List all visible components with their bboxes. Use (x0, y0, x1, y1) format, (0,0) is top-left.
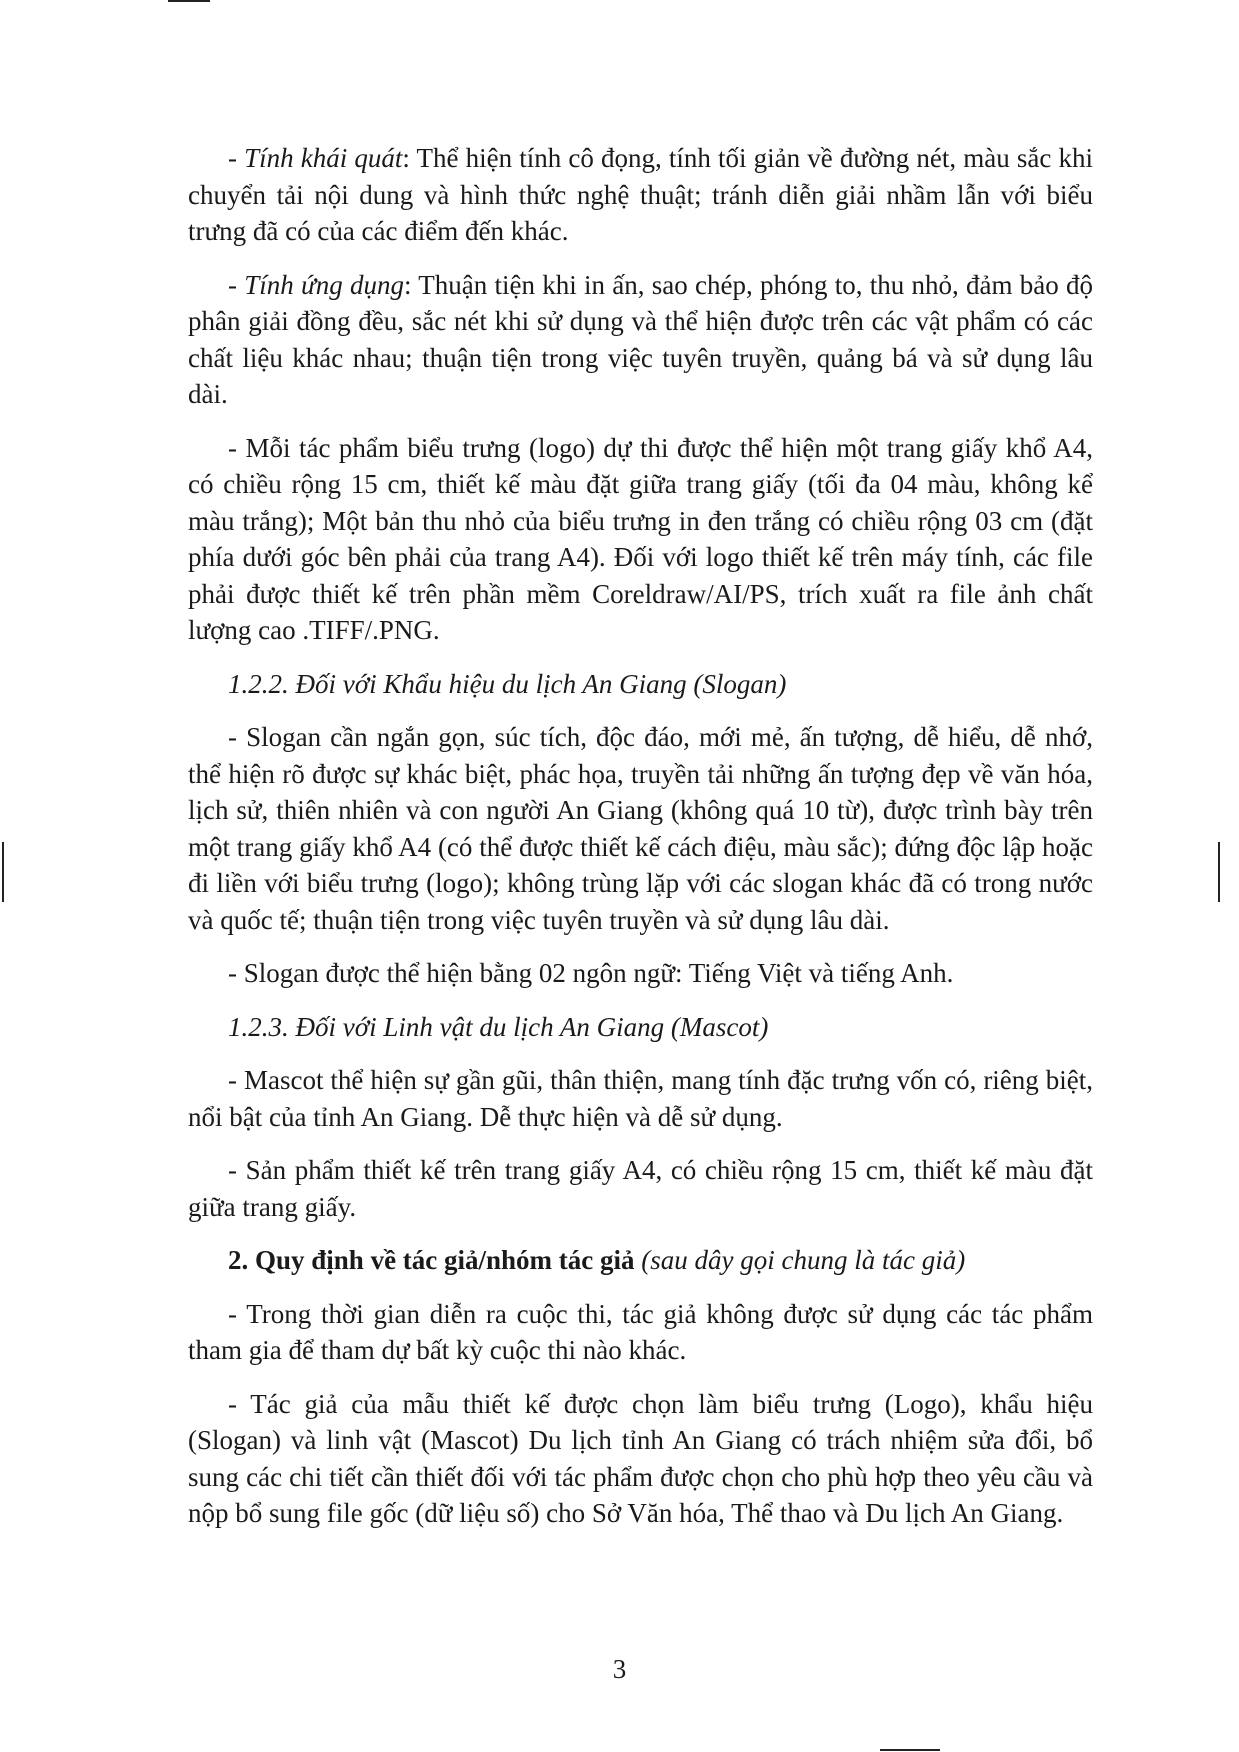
scan-mark-bottom (880, 1749, 940, 1751)
paragraph-slogan-languages: - Slogan được thể hiện bằng 02 ngôn ngữ: Tiếng Việt và tiếng Anh. (228, 958, 954, 988)
paragraph-slogan-requirements: - Slogan cần ngắn gọn, súc tích, độc đáo, mới mẻ, ấn tượng, dễ hiểu, dễ nhớ, thể hiện rõ được sự khác biệt, phác họa, truyền tải những ấn tượng đẹp về văn hóa, lịch sử, thiên nhiên và con người An Giang (không quá 10 từ), được trình bày trên một trang giấy khổ A4 (có thể được thiết kế cách điệu, màu sắc); đứng độc lập hoặc đi liền với biểu trưng (logo); không trùng lặp với các slogan khác đã có trong nước và quốc tế; thuận tiện trong việc tuyên truyền và sử dụng lâu dài. (188, 722, 1093, 935)
paragraph-tinh-khai-quat (188, 140, 1093, 250)
heading-1-2-2-slogan: 1.2.2. Đối với Khẩu hiệu du lịch An Giang (Slogan) (228, 668, 787, 699)
heading-2-italic: (sau dây gọi chung là tác giả) (641, 1245, 966, 1275)
scan-mark-top (168, 0, 210, 2)
dash: - (228, 143, 245, 173)
term-tinh-ung-dung: Tính ứng dụng (244, 269, 405, 300)
document-body (188, 140, 1093, 1549)
scan-mark-left (2, 842, 4, 902)
paragraph-text: : Thể hiện tính cô đọng, tính tối giản về đường nét, màu sắc khi chuyển tải nội dung và hình thức nghệ thuật; tránh diễn giải nhầm lẫn với biểu trưng đã có của các điểm đến khác. (188, 143, 1093, 246)
paragraph-author-restriction: - Trong thời gian diễn ra cuộc thi, tác giả không được sử dụng các tác phẩm tham gia để tham dự bất kỳ cuộc thi nào khác. (188, 1298, 1093, 1365)
scan-mark-right (1218, 842, 1220, 902)
paragraph-author-responsibility: - Tác giả của mẫu thiết kế được chọn làm biểu trưng (Logo), khẩu hiệu (Slogan) và linh vật (Mascot) Du lịch tỉnh An Giang có trách nhiệm sửa đổi, bổ sung các chi tiết cần thiết đối với tác phẩm được chọn cho phù hợp theo yêu cầu và nộp bổ sung file gốc (dữ liệu số) cho Sở Văn hóa, Thể thao và Du lịch An Giang. (188, 1388, 1093, 1528)
heading-1-2-3-mascot: 1.2.3. Đối với Linh vật du lịch An Giang (Mascot) (228, 1011, 769, 1042)
paragraph-text: : Thuận tiện khi in ấn, sao chép, phóng to, thu nhỏ, đảm bảo độ phân giải đồng đều, sắc nét khi sử dụng và thể hiện được trên các vật phẩm có các chất liệu khác nhau; thuận tiện trong việc tuyên truyền, quảng bá và sử dụng lâu dài. (188, 269, 1093, 409)
paragraph-tinh-ung-dung (188, 267, 1093, 413)
page-number: 3 (612, 1654, 627, 1684)
heading-2-author-rules (188, 1242, 1093, 1279)
dash: - (228, 269, 245, 300)
paragraph-mascot-format: - Sản phẩm thiết kế trên trang giấy A4, có chiều rộng 15 cm, thiết kế màu đặt giữa trang giấy. (188, 1155, 1093, 1222)
paragraph-logo-requirements: - Mỗi tác phẩm biểu trưng (logo) dự thi được thể hiện một trang giấy khổ A4, có chiều rộng 15 cm, thiết kế màu đặt giữa trang giấy (tối đa 04 màu, không kể màu trắng); Một bản thu nhỏ của biểu trưng in đen trắng có chiều rộng 03 cm (đặt phía dưới góc bên phải của trang A4). Đối với logo thiết kế trên máy tính, các file phải được thiết kế trên phần mềm Coreldraw/AI/PS, trích xuất ra file ảnh chất lượng cao .TIFF/.PNG. (188, 432, 1093, 645)
heading-2-bold: 2. Quy định về tác giả/nhóm tác giả (228, 1245, 635, 1275)
paragraph-mascot-requirements: - Mascot thể hiện sự gần gũi, thân thiện, mang tính đặc trưng vốn có, riêng biệt, nổi bật của tỉnh An Giang. Dễ thực hiện và dễ sử dụng. (188, 1065, 1093, 1132)
term-tinh-khai-quat: Tính khái quát (244, 143, 403, 173)
